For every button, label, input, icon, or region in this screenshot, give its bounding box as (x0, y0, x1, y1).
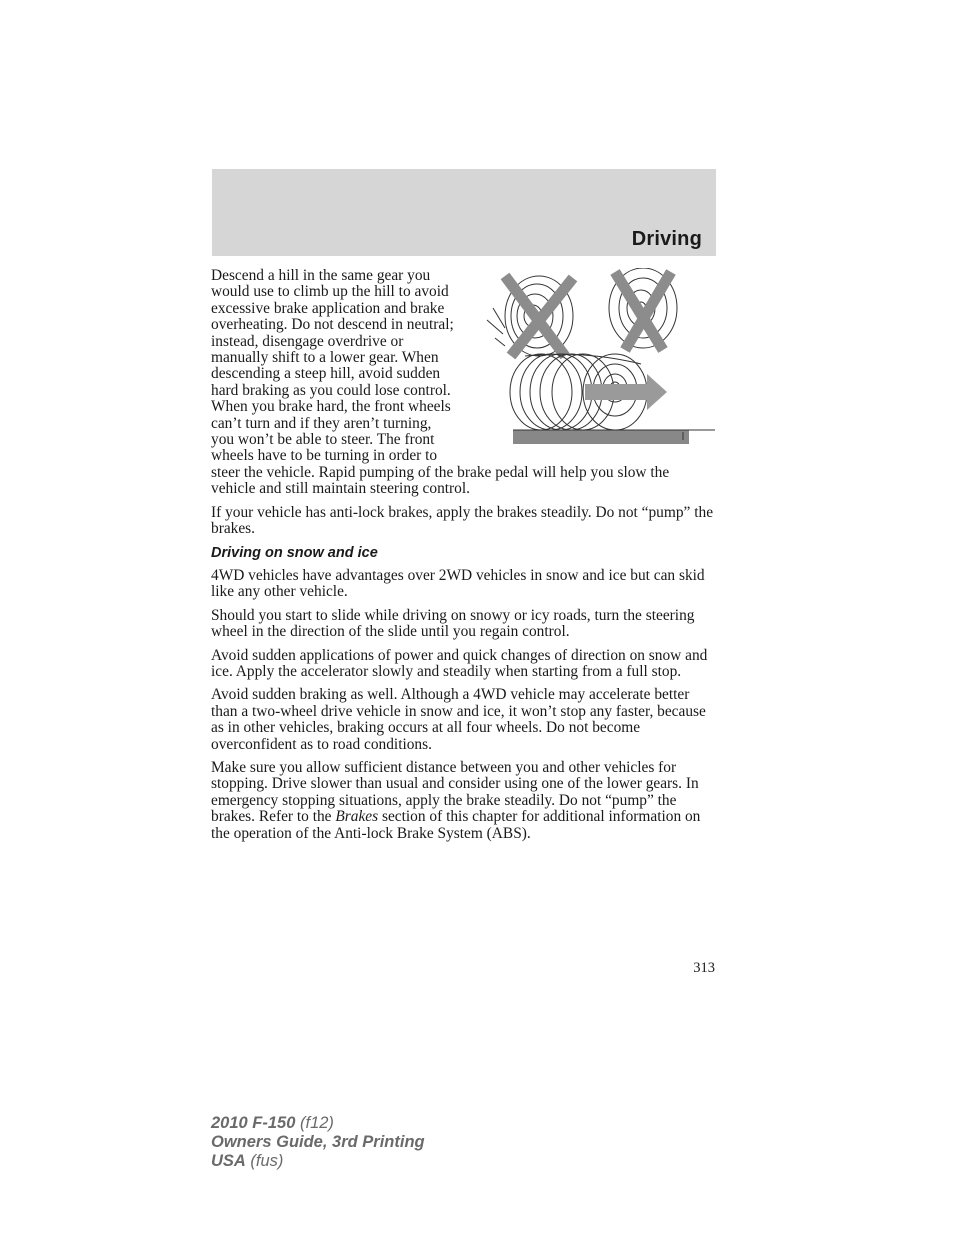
footer-line-1 (211, 1114, 425, 1133)
subheading-snow-ice: Driving on snow and ice (211, 544, 378, 561)
paragraph-4wd-advantages: 4WD vehicles have advantages over 2WD vehicles in snow and ice but can skid like any other vehicle. (211, 566, 705, 601)
footer-line-2: Owners Guide, 3rd Printing (211, 1133, 425, 1151)
paragraph-power-changes: Avoid sudden applications of power and quick changes of direction on snow and ice. Apply the accelerator slowly and steadily when starting from a full stop. (211, 646, 708, 680)
page-number: 313 (693, 960, 715, 976)
paragraph-stopping-distance-text-1: Make sure you allow sufficient distance between you and other vehicles for stopping. Drive slower than usual and consider using one of the lower gears. In emergency stopping situations, apply the brake steadily. Do not “pump” the brakes. Refer to the (211, 758, 699, 826)
footer-line-3 (211, 1152, 425, 1171)
section-header-band (212, 169, 716, 256)
main-content (211, 268, 717, 849)
paragraph-hill-descent: Descend a hill in the same gear you would use to climb up the hill to avoid excessive brake application and brake overheating. Do not descend in neutral; instead, disengage overdrive or manually shift to a lower gear. When descending a steep hill, avoid sudden hard braking as you could lose control. When you brake hard, the front wheels can’t turn and if they aren’t turning, you won’t be able to steer. The front wheels have to be turning in order to steer the vehicle. Rapid pumping of the brake pedal will help you slow the vehicle and still maintain steering control. (211, 267, 670, 498)
footer-model: 2010 F-150 (211, 1114, 296, 1132)
paragraph-braking: Avoid sudden braking as well. Although a 4WD vehicle may accelerate better than a two-wheel drive vehicle in snow and ice, it won’t stop any faster, because as in other vehicles, braking occurs at all four wheels. Do not become overconfident as to road conditions. (211, 686, 706, 753)
section-title: Driving (631, 228, 702, 250)
footer (211, 1114, 425, 1171)
paragraph-slide: Should you start to slide while driving on snowy or icy roads, turn the steering wheel in the direction of the slide until you regain control. (211, 606, 695, 641)
paragraph-stopping-distance-text-2: section of this chapter for additional information on the operation of the Anti-lock Brake System (ABS). (211, 808, 701, 842)
paragraph-anti-lock-brakes: If your vehicle has anti-lock brakes, apply the brakes steadily. Do not “pump” the brakes. (211, 503, 714, 538)
footer-market-code: (fus) (245, 1152, 284, 1170)
footer-market: USA (211, 1152, 246, 1170)
paragraph-stopping-distance (211, 760, 717, 842)
wheel-illustration (465, 268, 717, 464)
brakes-reference: Brakes (335, 808, 379, 826)
footer-model-code: (f12) (295, 1114, 334, 1132)
